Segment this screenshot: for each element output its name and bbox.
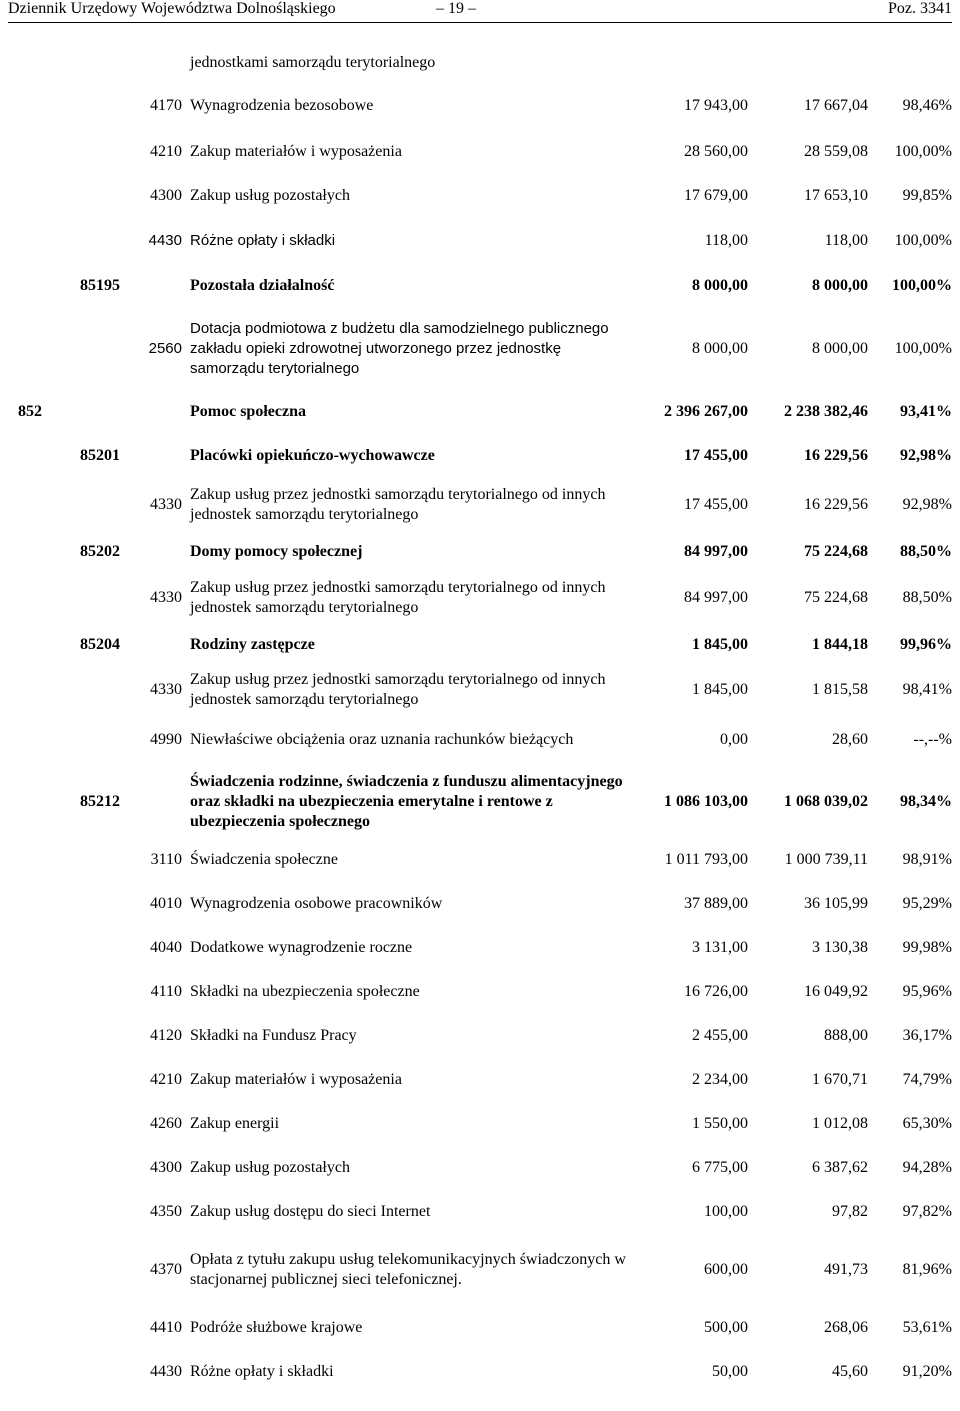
paragraph-code: 4990 (150, 731, 182, 748)
planned-amount: 1 845,00 (692, 636, 748, 653)
paragraph-code: 4430 (148, 231, 182, 249)
executed-amount: 16 229,56 (804, 495, 868, 513)
section-code (10, 572, 60, 624)
paragraph-code: 4040 (150, 939, 182, 956)
item-name: Dotacja podmiotowa z budżetu dla samodzielnego publicznego zakładu opieki zdrowotnej utworzonego przez jednostkę samorządu terytorialnego (190, 320, 609, 377)
paragraph-code: 4300 (150, 1159, 182, 1176)
position-number: Poz. 3341 (888, 0, 952, 17)
execution-percent: 65,30% (902, 1115, 952, 1132)
table-row (10, 572, 952, 624)
item-name: Zakup usług przez jednostki samorządu terytorialnego od innych jednostek samorządu terytorialnego (190, 671, 606, 708)
executed-amount: 1 815,58 (812, 681, 868, 698)
chapter-code (60, 1190, 140, 1234)
section-code (10, 882, 60, 926)
item-name: Zakup usług przez jednostki samorządu terytorialnego od innych jednostek samorządu terytorialnego (190, 579, 606, 616)
item-name: Różne opłaty i składki (190, 1363, 334, 1380)
table-row (10, 882, 952, 926)
paragraph-code (140, 766, 186, 838)
paragraph-code: 4330 (150, 495, 182, 513)
planned-amount: 500,00 (704, 1319, 748, 1336)
item-name: Zakup usług pozostałych (190, 1159, 350, 1176)
executed-amount: 75 224,68 (804, 542, 868, 560)
paragraph-code: 4370 (150, 1261, 182, 1278)
planned-amount: 2 234,00 (692, 1071, 748, 1088)
executed-amount: 1 844,18 (812, 636, 868, 653)
table-row (10, 1306, 952, 1350)
planned-amount: 17 679,00 (684, 186, 748, 204)
execution-percent: 99,98% (902, 939, 952, 956)
planned-amount: 17 943,00 (684, 97, 748, 114)
section-code: 852 (18, 403, 42, 420)
paragraph-code: 4300 (150, 186, 182, 204)
table-row (10, 714, 952, 766)
executed-amount: 2 238 382,46 (784, 403, 868, 420)
section-code (10, 217, 60, 264)
paragraph-code (140, 624, 186, 666)
chapter-code (60, 1306, 140, 1350)
table-row (10, 82, 952, 130)
chapter-code (60, 1234, 140, 1306)
paragraph-code (140, 531, 186, 572)
planned-amount: 8 000,00 (692, 277, 748, 294)
paragraph-code: 4210 (150, 1071, 182, 1088)
planned-amount: 2 455,00 (692, 1027, 748, 1044)
chapter-code: 85202 (80, 542, 120, 560)
section-code (10, 82, 60, 130)
execution-percent: 100,00% (894, 231, 952, 249)
item-name: Niewłaściwe obciążenia oraz uznania rachunków bieżących (190, 731, 574, 748)
executed-amount: 118,00 (824, 231, 868, 249)
section-code (10, 970, 60, 1014)
item-name: Zakup materiałów i wyposażenia (190, 143, 402, 160)
planned-amount: 3 131,00 (692, 939, 748, 956)
execution-percent: 99,96% (900, 636, 952, 653)
table-row (10, 666, 952, 714)
chapter-code (60, 572, 140, 624)
item-name: Składki na ubezpieczenia społeczne (190, 983, 420, 1000)
item-name: Zakup usług pozostałych (190, 186, 350, 204)
table-row (10, 1146, 952, 1190)
table-row (10, 308, 952, 390)
execution-percent: 91,20% (902, 1363, 952, 1380)
chapter-code (60, 1146, 140, 1190)
item-name: Zakup materiałów i wyposażenia (190, 1071, 402, 1088)
executed-amount: 1 670,71 (812, 1071, 868, 1088)
paragraph-code (140, 390, 186, 434)
executed-amount: 16 229,56 (804, 447, 868, 464)
table-row (10, 44, 952, 82)
execution-percent: 95,96% (902, 983, 952, 1000)
planned-amount: 2 396 267,00 (664, 403, 748, 420)
executed-amount: 888,00 (824, 1027, 868, 1044)
executed-amount: 268,06 (824, 1319, 868, 1336)
planned-amount: 0,00 (720, 731, 748, 748)
executed-amount: 28,60 (832, 731, 868, 748)
section-code (10, 838, 60, 882)
table-row (10, 174, 952, 217)
section-code (10, 44, 60, 82)
executed-amount: 1 012,08 (812, 1115, 868, 1132)
execution-percent: 74,79% (902, 1071, 952, 1088)
execution-percent: 81,96% (902, 1261, 952, 1278)
section-code (10, 714, 60, 766)
chapter-code (60, 308, 140, 390)
planned-amount: 17 455,00 (684, 495, 748, 513)
item-name: Składki na Fundusz Pracy (190, 1027, 357, 1044)
item-name: Pozostała działalność (190, 277, 335, 294)
section-code (10, 308, 60, 390)
section-code (10, 766, 60, 838)
table-row (10, 390, 952, 434)
paragraph-code: 4170 (150, 97, 182, 114)
execution-percent: 100,00% (894, 143, 952, 160)
paragraph-code: 4260 (150, 1115, 182, 1132)
executed-amount: 97,82 (832, 1203, 868, 1220)
table-row (10, 1350, 952, 1394)
chapter-code: 85195 (80, 277, 120, 294)
table-row (10, 130, 952, 174)
executed-amount: 75 224,68 (804, 589, 868, 606)
table-row (10, 1102, 952, 1146)
budget-table-body (10, 44, 952, 1394)
item-name: Opłata z tytułu zakupu usług telekomunikacyjnych świadczonych w stacjonarnej publicznej sieci telefonicznej. (190, 1251, 626, 1288)
executed-amount: 28 559,08 (804, 143, 868, 160)
execution-percent: 100,00% (894, 340, 952, 357)
planned-amount: 50,00 (712, 1363, 748, 1380)
chapter-code (60, 82, 140, 130)
paragraph-code: 4410 (150, 1319, 182, 1336)
paragraph-code: 4350 (150, 1203, 182, 1220)
item-name: Zakup usług dostępu do sieci Internet (190, 1203, 431, 1220)
planned-amount: 1 011 793,00 (664, 851, 748, 868)
table-row (10, 970, 952, 1014)
section-code (10, 130, 60, 174)
execution-percent: 99,85% (902, 186, 952, 204)
section-code (10, 174, 60, 217)
section-code (10, 1146, 60, 1190)
planned-amount: 6 775,00 (692, 1159, 748, 1176)
executed-amount: 1 000 739,11 (784, 851, 868, 868)
chapter-code (60, 390, 140, 434)
section-code (10, 1190, 60, 1234)
execution-percent: 98,46% (902, 97, 952, 114)
budget-table (10, 44, 952, 1394)
execution-percent: 94,28% (902, 1159, 952, 1176)
table-row (10, 838, 952, 882)
section-code (10, 1234, 60, 1306)
section-code (10, 1102, 60, 1146)
section-code (10, 478, 60, 531)
paragraph-code (140, 44, 186, 82)
section-code (10, 1306, 60, 1350)
chapter-code (60, 130, 140, 174)
planned-amount: 1 086 103,00 (664, 793, 748, 810)
section-code (10, 434, 60, 478)
paragraph-code: 2560 (148, 340, 182, 357)
chapter-code: 85204 (80, 636, 120, 653)
table-row (10, 1058, 952, 1102)
planned-amount: 100,00 (704, 1203, 748, 1220)
item-name: Domy pomocy społecznej (190, 542, 363, 560)
item-name: Podróże służbowe krajowe (190, 1319, 363, 1336)
table-row (10, 434, 952, 478)
execution-percent: 98,34% (900, 793, 952, 810)
planned-amount: 1 845,00 (692, 681, 748, 698)
section-code (10, 1350, 60, 1394)
execution-percent: 93,41% (900, 403, 952, 420)
page-header (0, 0, 960, 22)
chapter-code (60, 838, 140, 882)
executed-amount: 17 653,10 (804, 186, 868, 204)
execution-percent: 98,41% (902, 681, 952, 698)
execution-percent: 97,82% (902, 1203, 952, 1220)
paragraph-code: 4120 (150, 1027, 182, 1044)
item-name: Świadczenia społeczne (190, 851, 338, 868)
item-name: Dodatkowe wynagrodzenie roczne (190, 939, 413, 956)
planned-amount: 37 889,00 (684, 895, 748, 912)
item-name: jednostkami samorządu terytorialnego (190, 54, 436, 71)
executed-amount: 1 068 039,02 (784, 793, 868, 810)
paragraph-code: 4430 (150, 1363, 182, 1380)
section-code (10, 666, 60, 714)
header-rule (8, 22, 952, 23)
execution-percent: 92,98% (900, 447, 952, 464)
paragraph-code: 4010 (150, 895, 182, 912)
item-name: Różne opłaty i składki (190, 231, 336, 249)
executed-amount: 8 000,00 (812, 340, 868, 357)
item-name: Placówki opiekuńczo-wychowawcze (190, 447, 435, 464)
table-row (10, 1014, 952, 1058)
item-name: Zakup usług przez jednostki samorządu terytorialnego od innych jednostek samorządu terytorialnego (190, 485, 606, 523)
section-code (10, 1014, 60, 1058)
section-code (10, 531, 60, 572)
item-name: Zakup energii (190, 1115, 280, 1132)
executed-amount: 491,73 (824, 1261, 868, 1278)
execution-percent: 88,50% (900, 542, 952, 560)
planned-amount: 600,00 (704, 1261, 748, 1278)
table-row (10, 926, 952, 970)
chapter-code (60, 666, 140, 714)
executed-amount: 16 049,92 (804, 983, 868, 1000)
table-row (10, 478, 952, 531)
table-row (10, 217, 952, 264)
execution-percent: --,--% (913, 731, 952, 748)
executed-amount: 8 000,00 (812, 277, 868, 294)
chapter-code: 85212 (80, 793, 120, 810)
planned-amount: 17 455,00 (684, 447, 748, 464)
item-name: Wynagrodzenia osobowe pracowników (190, 895, 443, 912)
planned-amount: 1 550,00 (692, 1115, 748, 1132)
table-row (10, 1234, 952, 1306)
executed-amount: 3 130,38 (812, 939, 868, 956)
chapter-code (60, 1014, 140, 1058)
journal-title: Dziennik Urzędowy Województwa Dolnośląskiego (8, 0, 336, 17)
planned-amount: 28 560,00 (684, 143, 748, 160)
planned-amount (626, 44, 748, 82)
paragraph-code: 4330 (150, 589, 182, 606)
chapter-code (60, 882, 140, 926)
item-name: Świadczenia rodzinne, świadczenia z funduszu alimentacyjnego oraz składki na ubezpieczenia emerytalne i rentowe z ubezpieczenia społecznego (190, 773, 623, 830)
section-code (10, 624, 60, 666)
paragraph-code: 3110 (150, 851, 182, 868)
chapter-code (60, 44, 140, 82)
chapter-code: 85201 (80, 447, 120, 464)
chapter-code (60, 1350, 140, 1394)
paragraph-code (140, 434, 186, 478)
chapter-code (60, 926, 140, 970)
section-code (10, 1058, 60, 1102)
item-name: Pomoc społeczna (190, 403, 306, 420)
execution-percent: 53,61% (902, 1319, 952, 1336)
section-code (10, 926, 60, 970)
paragraph-code: 4110 (150, 983, 182, 1000)
executed-amount: 6 387,62 (812, 1159, 868, 1176)
execution-percent: 36,17% (902, 1027, 952, 1044)
execution-percent: 98,91% (902, 851, 952, 868)
execution-percent: 92,98% (902, 495, 952, 513)
paragraph-code (140, 264, 186, 308)
table-row (10, 264, 952, 308)
execution-percent: 88,50% (902, 589, 952, 606)
planned-amount: 118,00 (704, 231, 748, 249)
table-row (10, 531, 952, 572)
execution-percent: 95,29% (902, 895, 952, 912)
paragraph-code: 4210 (150, 143, 182, 160)
execution-percent: 100,00% (892, 277, 952, 294)
chapter-code (60, 1102, 140, 1146)
chapter-code (60, 714, 140, 766)
paragraph-code: 4330 (150, 681, 182, 698)
executed-amount: 45,60 (832, 1363, 868, 1380)
chapter-code (60, 970, 140, 1014)
planned-amount: 84 997,00 (684, 589, 748, 606)
planned-amount: 84 997,00 (684, 542, 748, 560)
executed-amount (748, 44, 868, 82)
table-row (10, 624, 952, 666)
chapter-code (60, 217, 140, 264)
section-code (10, 264, 60, 308)
planned-amount: 8 000,00 (692, 340, 748, 357)
item-name: Rodziny zastępcze (190, 636, 315, 653)
table-row (10, 1190, 952, 1234)
chapter-code (60, 1058, 140, 1102)
planned-amount: 16 726,00 (684, 983, 748, 1000)
executed-amount: 36 105,99 (804, 895, 868, 912)
item-name: Wynagrodzenia bezosobowe (190, 97, 374, 114)
page-number: – 19 – (436, 0, 476, 17)
chapter-code (60, 478, 140, 531)
executed-amount: 17 667,04 (804, 97, 868, 114)
table-row (10, 766, 952, 838)
execution-percent (868, 44, 952, 82)
chapter-code (60, 174, 140, 217)
